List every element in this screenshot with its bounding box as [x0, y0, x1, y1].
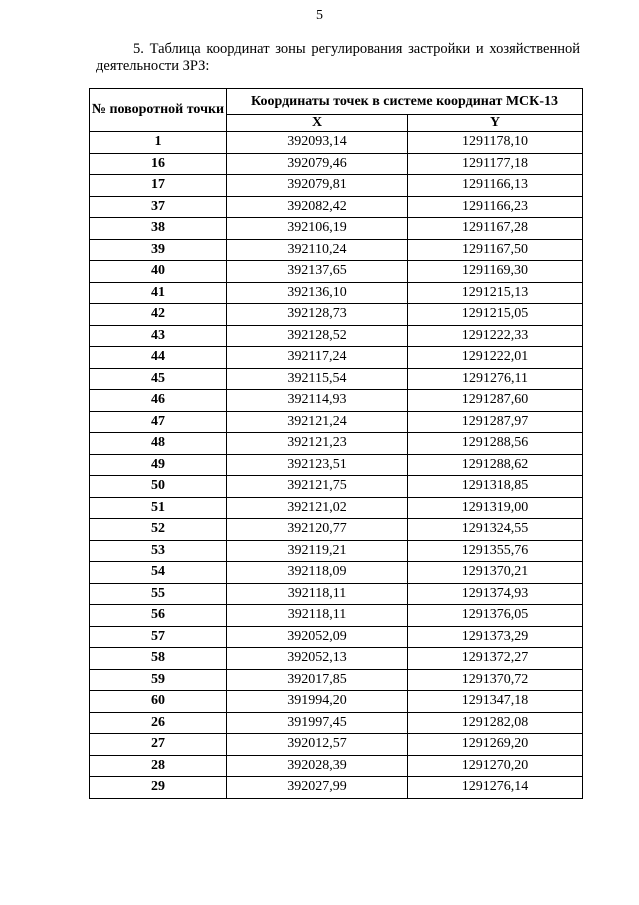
x-coordinate-cell: 392052,09	[227, 626, 408, 648]
x-coordinate-cell: 392052,13	[227, 648, 408, 670]
table-row	[90, 433, 583, 455]
x-coordinate-cell: 392136,10	[227, 282, 408, 304]
table-row	[90, 605, 583, 627]
point-number-cell: 54	[90, 562, 227, 584]
x-coordinate-cell: 392121,75	[227, 476, 408, 498]
table-row	[90, 153, 583, 175]
point-number-cell: 47	[90, 411, 227, 433]
x-coordinate-cell: 392120,77	[227, 519, 408, 541]
x-coordinate-cell: 392118,11	[227, 605, 408, 627]
point-number-cell: 48	[90, 433, 227, 455]
point-number-cell: 42	[90, 304, 227, 326]
point-number-cell: 53	[90, 540, 227, 562]
y-coordinate-cell: 1291370,21	[408, 562, 583, 584]
point-number-cell: 17	[90, 175, 227, 197]
y-coordinate-cell: 1291355,76	[408, 540, 583, 562]
point-number-cell: 44	[90, 347, 227, 369]
table-row	[90, 734, 583, 756]
y-coordinate-cell: 1291370,72	[408, 669, 583, 691]
x-coordinate-cell: 392028,39	[227, 755, 408, 777]
header-point-number: № поворотной точки	[90, 89, 227, 132]
x-coordinate-cell: 392079,46	[227, 153, 408, 175]
x-coordinate-cell: 392114,93	[227, 390, 408, 412]
point-number-cell: 57	[90, 626, 227, 648]
table-body	[90, 132, 583, 799]
y-coordinate-cell: 1291167,28	[408, 218, 583, 240]
y-coordinate-cell: 1291177,18	[408, 153, 583, 175]
x-coordinate-cell: 392137,65	[227, 261, 408, 283]
table-row	[90, 132, 583, 154]
table-row	[90, 755, 583, 777]
x-coordinate-cell: 391994,20	[227, 691, 408, 713]
y-coordinate-cell: 1291269,20	[408, 734, 583, 756]
y-coordinate-cell: 1291347,18	[408, 691, 583, 713]
y-coordinate-cell: 1291178,10	[408, 132, 583, 154]
table-row	[90, 304, 583, 326]
point-number-cell: 29	[90, 777, 227, 799]
header-coordinates: Координаты точек в системе координат МСК-13	[227, 89, 583, 115]
x-coordinate-cell: 392117,24	[227, 347, 408, 369]
x-coordinate-cell: 392121,23	[227, 433, 408, 455]
x-coordinate-cell: 392121,02	[227, 497, 408, 519]
x-coordinate-cell: 392082,42	[227, 196, 408, 218]
point-number-cell: 55	[90, 583, 227, 605]
y-coordinate-cell: 1291270,20	[408, 755, 583, 777]
point-number-cell: 52	[90, 519, 227, 541]
table-row	[90, 648, 583, 670]
y-coordinate-cell: 1291166,23	[408, 196, 583, 218]
point-number-cell: 45	[90, 368, 227, 390]
x-coordinate-cell: 392123,51	[227, 454, 408, 476]
header-y: Y	[408, 115, 583, 132]
point-number-cell: 50	[90, 476, 227, 498]
table-row	[90, 239, 583, 261]
y-coordinate-cell: 1291318,85	[408, 476, 583, 498]
table-row	[90, 282, 583, 304]
x-coordinate-cell: 392027,99	[227, 777, 408, 799]
point-number-cell: 60	[90, 691, 227, 713]
table-row	[90, 218, 583, 240]
y-coordinate-cell: 1291287,60	[408, 390, 583, 412]
table-row	[90, 411, 583, 433]
x-coordinate-cell: 392012,57	[227, 734, 408, 756]
section-heading: 5. Таблица координат зоны регулирования застройки и хозяйственной деятельности ЗРЗ:	[96, 41, 580, 74]
y-coordinate-cell: 1291276,14	[408, 777, 583, 799]
x-coordinate-cell: 392093,14	[227, 132, 408, 154]
y-coordinate-cell: 1291288,62	[408, 454, 583, 476]
table-row	[90, 476, 583, 498]
y-coordinate-cell: 1291376,05	[408, 605, 583, 627]
x-coordinate-cell: 392115,54	[227, 368, 408, 390]
point-number-cell: 39	[90, 239, 227, 261]
y-coordinate-cell: 1291287,97	[408, 411, 583, 433]
y-coordinate-cell: 1291215,05	[408, 304, 583, 326]
point-number-cell: 26	[90, 712, 227, 734]
y-coordinate-cell: 1291373,29	[408, 626, 583, 648]
x-coordinate-cell: 392110,24	[227, 239, 408, 261]
y-coordinate-cell: 1291319,00	[408, 497, 583, 519]
y-coordinate-cell: 1291276,11	[408, 368, 583, 390]
table-row	[90, 712, 583, 734]
point-number-cell: 28	[90, 755, 227, 777]
x-coordinate-cell: 391997,45	[227, 712, 408, 734]
point-number-cell: 51	[90, 497, 227, 519]
y-coordinate-cell: 1291222,01	[408, 347, 583, 369]
x-coordinate-cell: 392128,73	[227, 304, 408, 326]
table-row	[90, 325, 583, 347]
table-row	[90, 454, 583, 476]
y-coordinate-cell: 1291215,13	[408, 282, 583, 304]
page-number: 5	[316, 8, 323, 23]
table-row	[90, 691, 583, 713]
table-row	[90, 626, 583, 648]
point-number-cell: 40	[90, 261, 227, 283]
point-number-cell: 59	[90, 669, 227, 691]
y-coordinate-cell: 1291282,08	[408, 712, 583, 734]
table-row	[90, 562, 583, 584]
x-coordinate-cell: 392106,19	[227, 218, 408, 240]
point-number-cell: 43	[90, 325, 227, 347]
y-coordinate-cell: 1291166,13	[408, 175, 583, 197]
point-number-cell: 1	[90, 132, 227, 154]
table-header	[90, 89, 583, 132]
point-number-cell: 46	[90, 390, 227, 412]
y-coordinate-cell: 1291288,56	[408, 433, 583, 455]
table-row	[90, 540, 583, 562]
table-row	[90, 347, 583, 369]
point-number-cell: 16	[90, 153, 227, 175]
x-coordinate-cell: 392118,11	[227, 583, 408, 605]
y-coordinate-cell: 1291169,30	[408, 261, 583, 283]
table-row	[90, 777, 583, 799]
y-coordinate-cell: 1291222,33	[408, 325, 583, 347]
table-row	[90, 196, 583, 218]
x-coordinate-cell: 392118,09	[227, 562, 408, 584]
point-number-cell: 58	[90, 648, 227, 670]
table-row	[90, 519, 583, 541]
point-number-cell: 38	[90, 218, 227, 240]
point-number-cell: 27	[90, 734, 227, 756]
table-row	[90, 497, 583, 519]
x-coordinate-cell: 392079,81	[227, 175, 408, 197]
x-coordinate-cell: 392119,21	[227, 540, 408, 562]
point-number-cell: 41	[90, 282, 227, 304]
point-number-cell: 49	[90, 454, 227, 476]
y-coordinate-cell: 1291372,27	[408, 648, 583, 670]
point-number-cell: 56	[90, 605, 227, 627]
header-x: X	[227, 115, 408, 132]
y-coordinate-cell: 1291374,93	[408, 583, 583, 605]
coordinates-table	[89, 88, 583, 799]
x-coordinate-cell: 392128,52	[227, 325, 408, 347]
y-coordinate-cell: 1291324,55	[408, 519, 583, 541]
x-coordinate-cell: 392017,85	[227, 669, 408, 691]
table-row	[90, 669, 583, 691]
y-coordinate-cell: 1291167,50	[408, 239, 583, 261]
table-row	[90, 175, 583, 197]
point-number-cell: 37	[90, 196, 227, 218]
table-row	[90, 368, 583, 390]
table-row	[90, 583, 583, 605]
table-row	[90, 390, 583, 412]
x-coordinate-cell: 392121,24	[227, 411, 408, 433]
table-row	[90, 261, 583, 283]
